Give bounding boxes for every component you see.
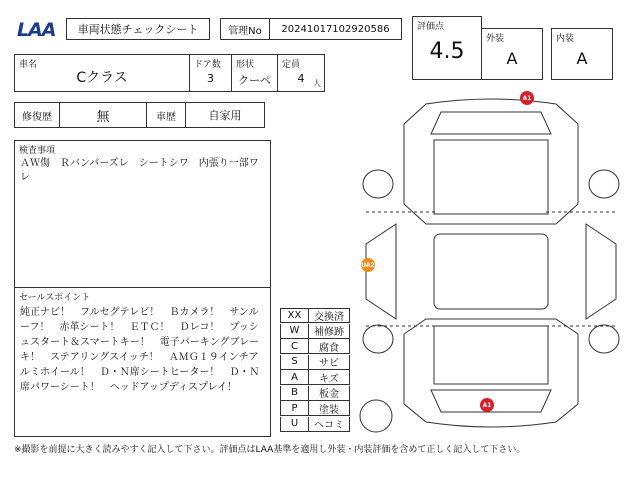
front-right-wheel: [589, 170, 619, 198]
overall-score-value: 4.5: [429, 39, 465, 64]
exterior-score-label: 外装: [486, 34, 505, 44]
legend-meaning: 塗装: [319, 404, 339, 416]
legend-meaning: キズ: [319, 373, 339, 385]
legend-row: [280, 401, 350, 416]
roof-panel: [434, 234, 548, 309]
car-name-box: [14, 54, 190, 92]
right-side-panel: [586, 224, 616, 319]
car-name-value: Cクラス: [76, 70, 128, 86]
damage-mark-left-side: UA2: [361, 258, 375, 272]
exterior-score-value: A: [506, 49, 518, 68]
inspection-label: 検査事項: [19, 146, 56, 156]
car-name-label: 車名: [19, 60, 38, 70]
legend-row: [280, 417, 350, 432]
mgmt-no-label: 管理No: [220, 18, 270, 40]
mgmt-no-value: 20241017102920586: [269, 18, 402, 40]
sales-points-box: [14, 287, 271, 437]
door-count-box: [189, 54, 232, 92]
legend-code: B: [281, 386, 309, 400]
inspection-text: ＡＷ傷 Ｒバンパーズレ シートシワ 内張り一部ワレ: [20, 158, 259, 183]
legend-code: W: [281, 324, 309, 338]
legend-row: [280, 386, 350, 401]
sheet-title: 車両状態チェックシート: [66, 18, 210, 40]
legend-row: [280, 355, 350, 370]
svg-text:LAA: LAA: [17, 19, 56, 39]
repair-history-value: 無: [59, 102, 147, 128]
sales-points-label: セールスポイント: [19, 293, 91, 303]
legend-row: [280, 339, 350, 354]
rear-left-wheel: [363, 325, 393, 353]
legend-meaning: 板金: [319, 389, 339, 401]
capacity-value: 4: [297, 72, 305, 85]
car-body-outline: [404, 99, 578, 224]
legend-code: U: [281, 417, 309, 431]
legend-meaning: ヘコミ: [314, 420, 344, 432]
inspection-box: [14, 140, 271, 288]
vehicle-use-value: 自家用: [185, 102, 265, 128]
legend-row: [280, 324, 350, 339]
overall-score-box: [412, 16, 482, 80]
repair-history-label: 修復歴: [14, 102, 60, 128]
front-left-wheel: [363, 170, 393, 198]
body-shape-value: クーペ: [238, 74, 271, 87]
spare-tire: [360, 400, 392, 432]
sales-points-text: 純正ナビ！ フルセグテレビ！ Ｂカメラ！ サンルーフ！ 赤革シート！ ＥＴＣ！ Ｄレコ！ プッシュスタート＆スマートキー！ 電子パーキングブレーキ！ ステアリングスイッチ！ ＡＭＧ１９インチアルミホイール！ Ｄ・Ｎ席シートヒーター！ Ｄ・Ｎ席パワーシート！ ヘッドアップディスプレイ！: [20, 307, 260, 393]
legend-row: [280, 308, 350, 323]
rear-right-wheel: [589, 325, 619, 353]
legend-code: P: [281, 401, 309, 415]
car-rear-outline: [404, 319, 578, 427]
laa-logo: [16, 19, 68, 39]
legend-meaning: 補修跡: [314, 327, 344, 339]
legend-code: C: [281, 339, 309, 353]
capacity-label: 定員: [282, 60, 301, 70]
legend-code: S: [281, 355, 309, 369]
damage-mark-rear: A1: [480, 398, 494, 412]
door-count-value: 3: [207, 72, 214, 85]
car-diagram: [356, 94, 626, 434]
body-shape-box: [231, 54, 278, 92]
capacity-unit: 人: [313, 79, 321, 88]
legend-meaning: サビ: [319, 358, 339, 370]
legend-code: XX: [281, 309, 309, 322]
capacity-box: [277, 54, 325, 92]
legend-meaning: 腐食: [319, 342, 339, 354]
damage-mark-front: A1: [520, 91, 534, 105]
legend-code: A: [281, 370, 309, 384]
legend-meaning: 交換済: [314, 312, 344, 324]
interior-score-box: [551, 28, 613, 80]
body-shape-label: 形状: [236, 60, 255, 70]
vehicle-use-label: 車歴: [146, 102, 186, 128]
legend-row: [280, 370, 350, 385]
door-count-label: ドア数: [194, 60, 221, 70]
exterior-score-box: [481, 28, 543, 80]
footer-note: ※撮影を前提に大きく読みやすく記入して下さい。評価点はLAA基準を適用し外装・内装評価を含めて正しく記入して下さい。: [14, 445, 526, 455]
interior-score-value: A: [576, 49, 588, 68]
overall-score-label: 評価点: [417, 22, 445, 32]
interior-score-label: 内装: [556, 34, 575, 44]
